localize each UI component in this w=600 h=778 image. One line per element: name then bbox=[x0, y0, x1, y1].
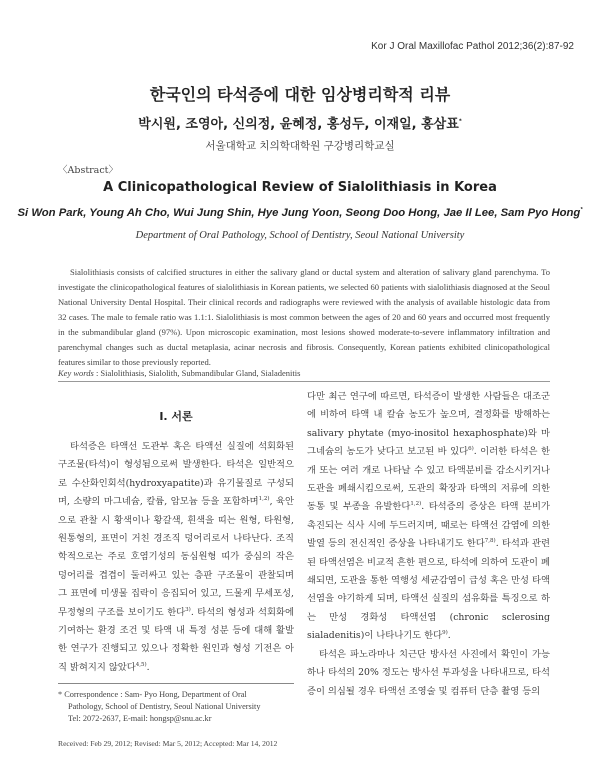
journal-citation: Kor J Oral Maxillofac Pathol 2012;36(2):87-92 bbox=[371, 41, 574, 52]
keywords bbox=[58, 368, 550, 378]
korean-title: 한국인의 타석증에 대한 임상병리학적 리뷰 bbox=[149, 85, 451, 104]
korean-author-list: 박시원, 조영아, 신의정, 윤혜정, 홍성두, 이재일, 홍삼표 bbox=[138, 117, 459, 132]
footnote-line: Tel: 2072-2637, E-mail: hongsp@snu.ac.kr bbox=[68, 714, 212, 724]
english-corresponding-mark: * bbox=[580, 207, 583, 214]
correspondence-footnote bbox=[58, 689, 294, 726]
right-text-4: . 타석과 관련된 타액선염은 비교적 흔한 편으로, 타석에 의하여 도관이 폐쇄되면, 도관을 통한 역행성 세균감염이 급성 혹은 만성 타액선염을 야기하게 되며, 타액선 실질의 섬유화를 특징으로 하는 만성 경화성 타액선염 (chronic sclerosing sialadenitis)이 나타나기도 한다 bbox=[307, 538, 550, 642]
keywords-label: Key words bbox=[58, 368, 94, 378]
footnote-divider bbox=[58, 683, 294, 684]
english-author-list: Si Won Park, Young Ah Cho, Wui Jung Shin, Hye Jung Yoon, Seong Doo Hong, Jae Il Lee, Sam Pyo Hong bbox=[17, 207, 581, 219]
citation-ref: 7,8) bbox=[484, 538, 496, 545]
citation-ref: 3) bbox=[185, 606, 191, 613]
footnote-line: Pathology, School of Dentistry, Seoul National University bbox=[68, 702, 261, 712]
korean-affiliation: 서울대학교 치의학대학원 구강병리학교실 bbox=[205, 140, 395, 152]
right-text-2: . 이러한 타석은 한 개 또는 여러 개로 나타날 수 있고 타액분비를 감소시키거나 도관을 폐쇄시킴으로써, 도관의 확장과 타액의 저류에 의한 동통 및 부종을 유발한다 bbox=[307, 446, 550, 513]
citation-ref: 1,2) bbox=[410, 501, 422, 508]
footnote-line: * Correspondence : Sam- Pyo Hong, Department of Oral bbox=[58, 690, 247, 699]
right-text-3: . 타석증의 증상은 타액 분비가 촉진되는 식사 시에 두드러지며, 때로는 타액선 감염에 의한 발열 등의 전신적인 증상을 나타내기도 한다 bbox=[307, 501, 550, 550]
abstract-text: Sialolithiasis consists of calcified structures in either the salivary gland or ductal system and alteration of salivary gland parenchyma. To investigate the clinicopathological features of sialolithiasis in Korean patients, we selected 60 patients with sialolithiasis diagnosed at the Seoul National University Dental Hospital. Their clinical records and radiographs were reviewed with the analysis of available histologic data from 32 cases. The male to female ratio was 1.1:1. Sialolithiasis is most common between the ages of 20 and 60 years and occurred most frequently in the submandibular gland (97%). Upon microscopic examination, most lesions showed moderate-to-severe inflammatory infiltration and parenchymal changes such as ductal metaplasia, acinar necrosis and fibrosis. Consequently, Korean patients exhibited clinicopathological features similar to those previously reported. bbox=[58, 267, 550, 367]
section-heading-introduction: Ⅰ. 서론 bbox=[159, 410, 193, 423]
korean-authors bbox=[0, 113, 600, 132]
left-text-1: 타석증은 타액선 도관부 혹은 타액선 실질에 석회화된 구조물(타석)이 형성됨으로써 발생한다. 타석은 일반적으로 수산화인회석(hydroxyapatite)과 유기물질로 구성되며, 소량의 마그네슘, 칼륨, 암모늄 등을 포함하며 bbox=[58, 441, 294, 508]
english-title: A Clinicopathological Review of Sialolithiasis in Korea bbox=[103, 180, 497, 195]
english-affiliation: Department of Oral Pathology, School of Dentistry, Seoul National University bbox=[135, 230, 465, 241]
left-text-4: . bbox=[146, 661, 150, 673]
english-authors bbox=[0, 207, 600, 219]
citation-ref: 6) bbox=[468, 446, 474, 453]
left-column-text bbox=[58, 438, 294, 677]
right-text-1: 다만 최근 연구에 따르면, 타석증이 발생한 사람들은 대조군에 비하여 타액 내 칼슘 농도가 높으며, 결정화를 방해하는 salivary phytate (myo-inositol hexaphosphate)와 마그네슘의 농도가 낮다고 보고된 바 있다 bbox=[307, 391, 550, 458]
citation-ref: 4,5) bbox=[135, 661, 147, 668]
right-paragraph-2: 타석은 파노라마나 치근단 방사선 사진에서 확인이 가능하나 타석의 20% 정도는 방사선 투과성을 나타내므로, 타석증이 의심될 경우 타액선 조영술 및 컴퓨터 단층 촬영 등의 bbox=[307, 648, 550, 697]
right-text-5: . bbox=[447, 630, 451, 642]
corresponding-mark: * bbox=[458, 118, 462, 125]
citation-ref: 9) bbox=[442, 630, 448, 637]
right-paragraph-1 bbox=[307, 388, 550, 646]
received-dates: Received: Feb 29, 2012; Revised: Mar 5, 2012; Accepted: Mar 14, 2012 bbox=[58, 739, 278, 748]
keywords-divider bbox=[58, 381, 550, 382]
left-text-3: . 타석의 형성과 석회화에 기여하는 환경 조건 및 타액 내 특정 성분 등에 대해 활발한 연구가 진행되고 있으나 정확한 원인과 형성 기전은 아직 밝혀지지 않았다 bbox=[58, 606, 294, 673]
right-column-text bbox=[307, 388, 550, 701]
left-text-2: , 육안으로 관찰 시 황색이나 황갈색, 흰색을 띠는 원형, 타원형, 원통형의, 표면이 거친 경조직 덩어리로서 나타난다. 조직학적으로는 주로 호염기성의 동심원형 띠가 중심의 작은 덩어리를 겹겹이 둘러싸고 있는 층판 구조물이 관찰되며 그 표면에 미생물 집락이 응집되어 있고, 드물게 무세포성, 무정형의 구조를 보이기도 한다 bbox=[58, 496, 295, 618]
keywords-list: : Sialolithiasis, Sialolith, Submandibular Gland, Sialadenitis bbox=[93, 368, 301, 378]
citation-ref: 1,2) bbox=[258, 496, 270, 503]
abstract-label: 〈Abstract〉 bbox=[58, 165, 118, 176]
